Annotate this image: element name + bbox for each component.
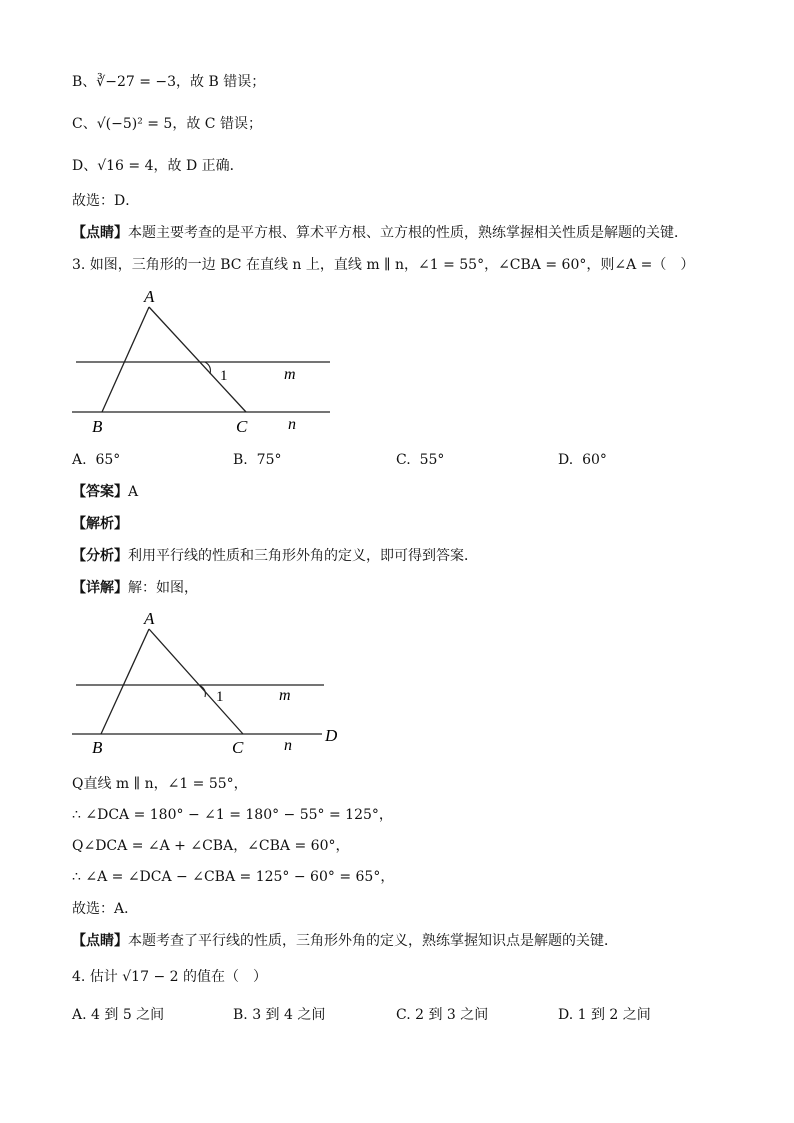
q4-option-b: B. 3 到 4 之间 [233,1007,326,1023]
vertex-b-label: B [92,417,103,436]
q3-figure-2 [60,605,360,765]
q4-option-c: C. 2 到 3 之间 [396,1007,489,1023]
q3-answer [72,483,138,501]
fenxi-text: 利用平行线的性质和三角形外角的定义，即可得到答案． [128,548,478,564]
line-m-label: m [284,366,296,383]
q3-fenxi [72,547,478,565]
q3-option-b: B. 75° [233,452,282,468]
q3-stem: 3. 如图，三角形的一边 BC 在直线 n 上，直线 m ∥ n，∠1 = 55°，∠CBA = 60°，则∠A =（ ） [72,257,695,273]
point-d-label: D [325,726,338,745]
q2-option-c-line: C、√(−5)² = 5，故 C 错误； [72,116,262,132]
q3-analysis-label: 【解析】 [72,516,128,532]
answer-label: 【答案】 [72,484,128,500]
q2-choice: 故选：D． [72,193,140,209]
q3-step-4: ∴ ∠A = ∠DCA − ∠CBA = 125° − 60° = 65°， [72,869,395,885]
angle-1-label: 1 [216,689,224,705]
answer-value: A [128,484,139,500]
fenxi-label: 【分析】 [72,548,128,564]
vertex-a-label: A [144,609,155,628]
side-ac [149,629,243,734]
line-n-label: n [288,416,296,433]
line-n-label: n [284,737,292,754]
tip-text: 本题主要考查的是平方根、算术平方根、立方根的性质，熟练掌握相关性质是解题的关键． [128,225,688,241]
vertex-a-label: A [144,287,155,306]
vertex-c-label: C [236,417,248,436]
q3-option-d: D. 60° [558,452,607,468]
q3-step-1: Q直线 m ∥ n，∠1 = 55°， [72,776,248,792]
detail-label: 【详解】 [72,580,128,596]
q4-stem: 4. 估计 √17 − 2 的值在（ ） [72,969,267,985]
detail-text: 解：如图， [128,580,198,596]
q4-option-d: D. 1 到 2 之间 [558,1007,651,1023]
tip-label: 【点睛】 [72,933,128,949]
q2-option-d-line: D、√16 = 4，故 D 正确． [72,158,244,174]
side-ab [101,629,149,734]
vertex-b-label: B [92,738,103,757]
q3-figure-1 [60,280,360,440]
line-m-label: m [279,687,291,704]
angle-1-label: 1 [220,368,228,384]
q3-step-2: ∴ ∠DCA = 180° − ∠1 = 180° − 55° = 125°， [72,807,393,823]
q3-tip [72,932,618,950]
q2-option-b-line: B、∛−27 = −3，故 B 错误； [72,74,266,90]
q3-step-3: Q∠DCA = ∠A + ∠CBA，∠CBA = 60°， [72,838,350,854]
side-ab [102,307,149,412]
q3-option-a: A. 65° [72,452,121,468]
q2-tip [72,224,688,242]
q3-detail [72,579,198,597]
tip-label: 【点睛】 [72,225,128,241]
tip-text: 本题考查了平行线的性质，三角形外角的定义，熟练掌握知识点是解题的关键． [128,933,618,949]
side-ac [149,307,246,412]
vertex-c-label: C [232,738,244,757]
q3-option-c: C. 55° [396,452,445,468]
q3-choice: 故选：A． [72,901,139,917]
q4-option-a: A. 4 到 5 之间 [72,1007,165,1023]
